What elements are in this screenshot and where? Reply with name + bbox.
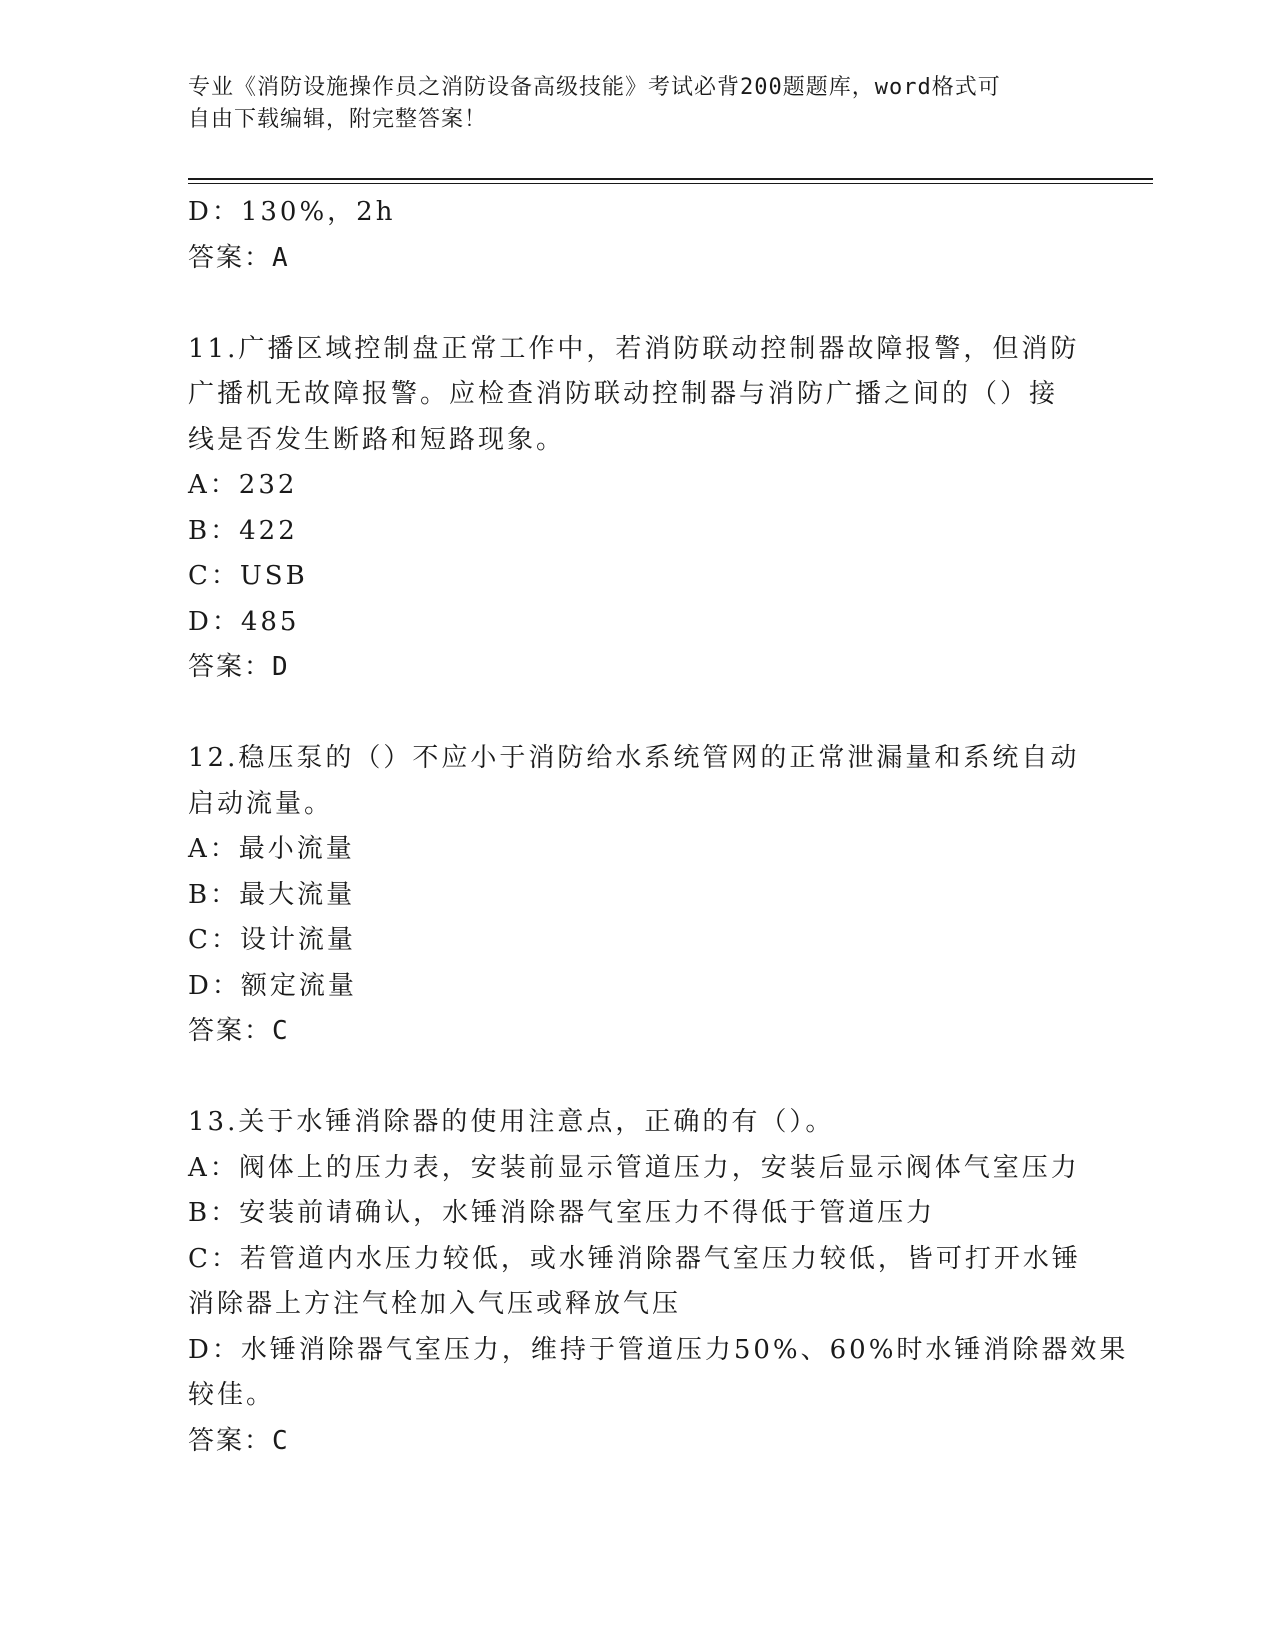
question-text: 13.关于水锤消除器的使用注意点，正确的有（）。 xyxy=(188,1107,835,1137)
option-d: D：额定流量 xyxy=(188,970,357,1001)
option-d: D：485 xyxy=(188,606,300,637)
header-divider-thin xyxy=(188,183,1153,184)
question-text: 线是否发生断路和短路现象。 xyxy=(188,424,566,455)
option-c: C：设计流量 xyxy=(188,925,356,955)
question-text: 12.稳压泵的（）不应小于消防给水系统管网的正常泄漏量和系统自动 xyxy=(188,743,1080,773)
question-10-tail xyxy=(188,190,1088,281)
header-line-2: 自由下载编辑，附完整答案！ xyxy=(188,107,488,132)
option-b: B：最大流量 xyxy=(188,879,356,910)
option-a: A：最小流量 xyxy=(188,834,355,864)
document-body xyxy=(188,190,1129,1464)
answer: 答案：C xyxy=(188,1425,290,1456)
option-b: B：安装前请确认，水锤消除器气室压力不得低于管道压力 xyxy=(188,1198,936,1228)
option-d: D：130%，2h xyxy=(188,197,396,227)
option-a: A：232 xyxy=(188,470,298,500)
question-12 xyxy=(188,736,1088,1055)
option-d-continued: 较佳。 xyxy=(188,1380,276,1410)
option-b: B：422 xyxy=(188,515,298,546)
option-d: D：水锤消除器气室压力，维持于管道压力50%、60%时水锤消除器效果 xyxy=(188,1334,1129,1365)
answer: 答案：D xyxy=(188,652,290,682)
header-divider xyxy=(188,178,1153,180)
question-text: 广播机无故障报警。应检查消防联动控制器与消防广播之间的（）接 xyxy=(188,379,1059,409)
option-a: A：阀体上的压力表，安装前显示管道压力，安装后显示阀体气室压力 xyxy=(188,1152,1080,1183)
answer: 答案：C xyxy=(188,1016,290,1046)
question-11 xyxy=(188,327,1088,691)
header-line-1: 专业《消防设施操作员之消防设备高级技能》考试必背200题题库，word格式可 xyxy=(188,75,1001,100)
option-c: C：USB xyxy=(188,561,308,591)
answer: 答案：A xyxy=(188,242,290,273)
option-c-continued: 消除器上方注气栓加入气压或释放气压 xyxy=(188,1289,682,1319)
question-text: 启动流量。 xyxy=(188,788,334,819)
document-header xyxy=(188,72,1088,136)
question-text: 11.广播区域控制盘正常工作中，若消防联动控制器故障报警，但消防 xyxy=(188,333,1080,364)
option-c: C：若管道内水压力较低，或水锤消除器气室压力较低，皆可打开水锤 xyxy=(188,1243,1081,1274)
question-13 xyxy=(188,1100,1129,1464)
